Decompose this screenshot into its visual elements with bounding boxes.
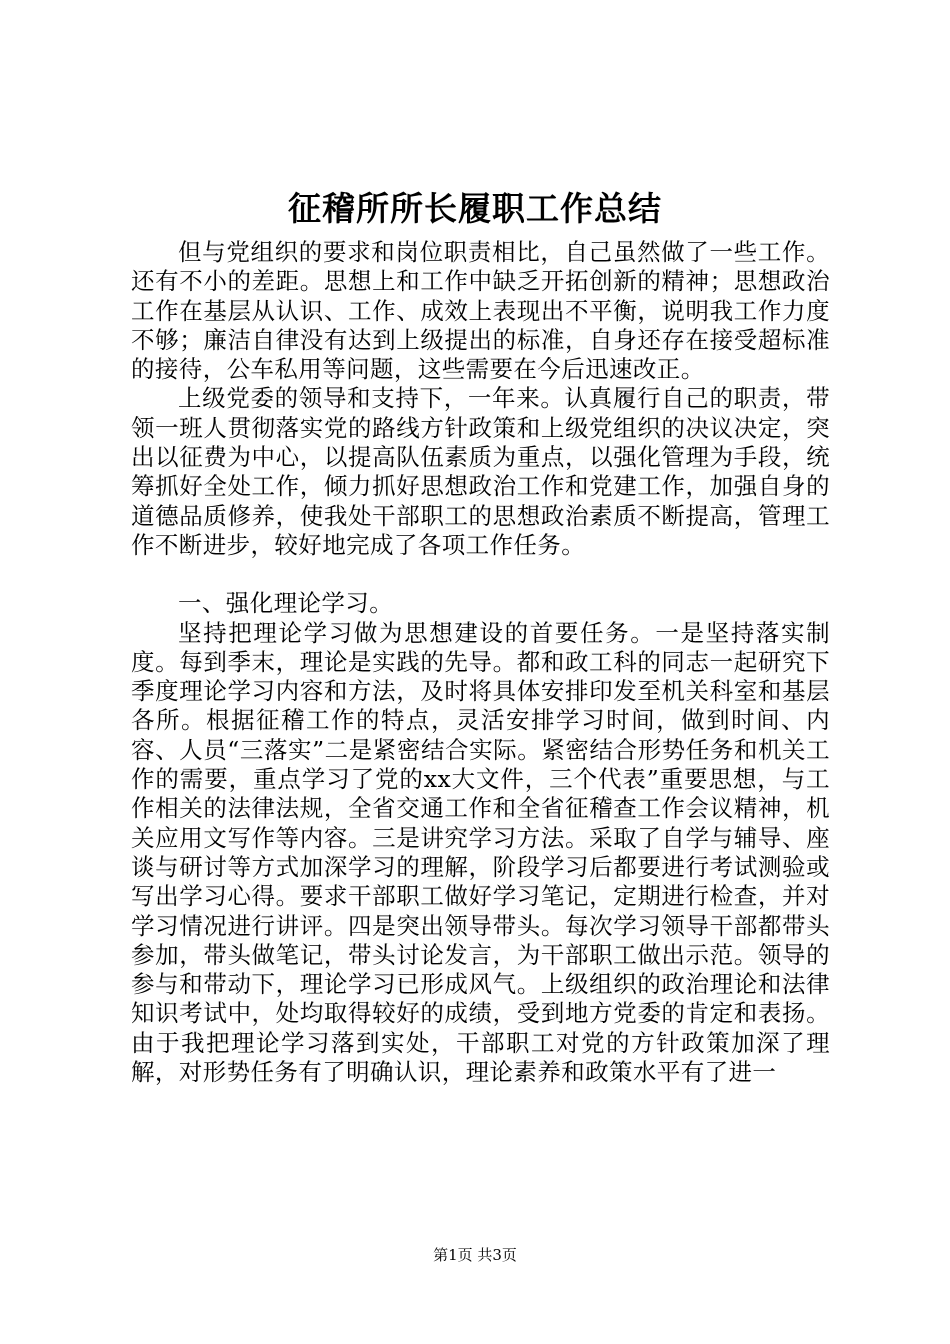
document-body <box>131 238 830 1087</box>
document-title: 征稽所所长履职工作总结 <box>288 189 662 228</box>
body-paragraph-1: 但与党组织的要求和岗位职责相比，自己虽然做了一些工作。还有不小的差距。思想上和工作中缺乏开拓创新的精神；思想政治工作在基层从认识、工作、成效上表现出不平衡，说明我工作力度不够；廉洁自律没有达到上级提出的标准，自身还存在接受超标准的接待，公车私用等问题，这些需要在今后迅速改正。 <box>131 238 830 384</box>
body-paragraph-2: 上级党委的领导和支持下，一年来。认真履行自己的职责，带领一班人贯彻落实党的路线方针政策和上级党组织的决议决定，突出以征费为中心，以提高队伍素质为重点，以强化管理为手段，统筹抓好全处工作，倾力抓好思想政治工作和党建工作，加强自身的道德品质修养，使我处干部职工的思想政治素质不断提高，管理工作不断进步，较好地完成了各项工作任务。 <box>131 384 830 559</box>
page-number-footer: 第1页 共3页 <box>433 1246 517 1264</box>
section-heading: 一、强化理论学习。 <box>178 589 394 618</box>
section-paragraph: 坚持把理论学习做为思想建设的首要任务。一是坚持落实制度。每到季末，理论是实践的先导。都和政工科的同志一起研究下季度理论学习内容和方法，及时将具体安排印发至机关科室和基层各所。根据征稽工作的特点，灵活安排学习时间，做到时间、内容、人员“三落实”二是紧密结合实际。紧密结合形势任务和机关工作的需要，重点学习了党的xx大文件，三个代表”重要思想，与工作相关的法律法规，全省交通工作和全省征稽查工作会议精神，机关应用文写作等内容。三是讲究学习方法。采取了自学与辅导、座谈与研讨等方式加深学习的理解，阶段学习后都要进行考试测验或写出学习心得。要求干部职工做好学习笔记，定期进行检查，并对学习情况进行讲评。四是突出领导带头。每次学习领导干部都带头参加，带头做笔记，带头讨论发言，为干部职工做出示范。领导的参与和带动下，理论学习已形成风气。上级组织的政治理论和法律知识考试中，处均取得较好的成绩，受到地方党委的肯定和表扬。由于我把理论学习落到实处，干部职工对党的方针政策加深了理解，对形势任务有了明确认识，理论素养和政策水平有了进一 <box>131 618 830 1087</box>
